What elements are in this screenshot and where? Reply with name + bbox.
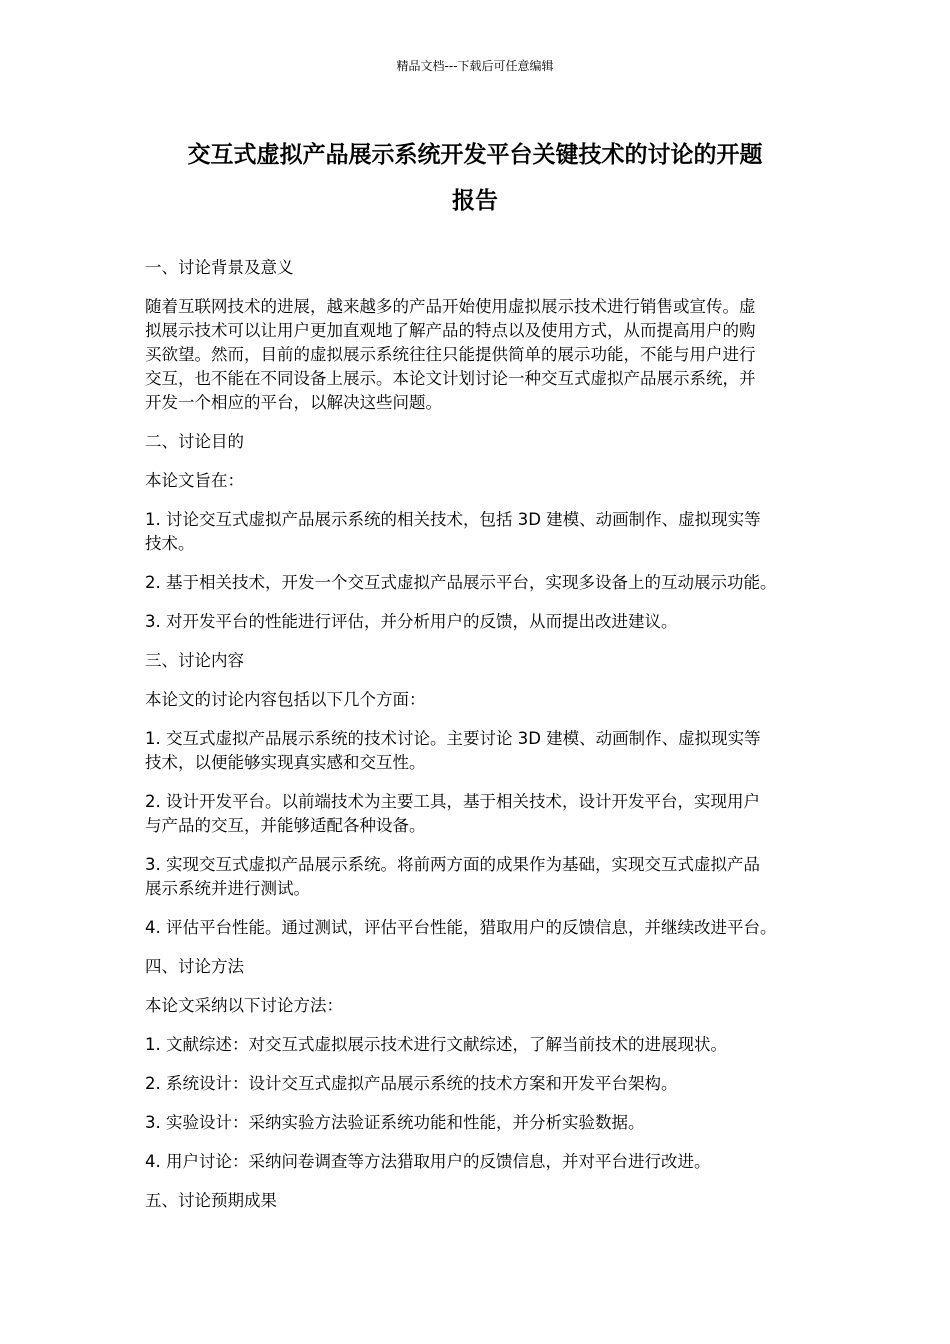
section-heading: 五、讨论预期成果	[145, 1191, 277, 1210]
list-item: 2. 系统设计：设计交互式虚拟产品展示系统的技术方案和开发平台架构。	[145, 1074, 678, 1093]
list-item: 3. 实验设计：采纳实验方法验证系统功能和性能，并分析实验数据。	[145, 1113, 645, 1132]
header-note: 精品文档---下载后可任意编辑	[396, 59, 554, 73]
paragraph: 本论文采纳以下讨论方法：	[145, 996, 343, 1015]
list-item: 4. 评估平台性能。通过测试，评估平台性能，猎取用户的反馈信息，并继续改进平台。	[145, 918, 777, 937]
list-item: 4. 用户讨论：采纳问卷调查等方法猎取用户的反馈信息，并对平台进行改进。	[145, 1152, 711, 1171]
list-item: 1. 文献综述：对交互式虚拟展示技术进行文献综述，了解当前技术的进展现状。	[145, 1035, 727, 1054]
document-body	[145, 256, 813, 1228]
section-heading: 四、讨论方法	[145, 957, 244, 976]
paragraph: 本论文旨在：	[145, 471, 244, 490]
paragraph: 随着互联网技术的进展，越来越多的产品开始使用虚拟展示技术进行销售或宣传。虚 拟展示技术可以让用户更加直观地了解产品的特点以及使用方式，从而提高用户的购 买欲望。然而，目前的虚拟展示系统往往只能提供简单的展示功能，不能与用户进行 交互，也不能在不同设备上展示。本论文计划讨论一种交互式虚拟产品展示系统，并 开发一个相应的平台，以解决这些问题。	[145, 297, 756, 412]
section-heading: 一、讨论背景及意义	[145, 258, 294, 277]
list-item: 1. 交互式虚拟产品展示系统的技术讨论。主要讨论 3D 建模、动画制作、虚拟现实等 技术，以便能够实现真实感和交互性。	[145, 729, 761, 772]
list-item: 3. 实现交互式虚拟产品展示系统。将前两方面的成果作为基础，实现交互式虚拟产品 展示系统并进行测试。	[145, 855, 760, 898]
list-item: 1. 讨论交互式虚拟产品展示系统的相关技术，包括 3D 建模、动画制作、虚拟现实等 技术。	[145, 510, 761, 553]
list-item: 2. 基于相关技术，开发一个交互式虚拟产品展示平台，实现多设备上的互动展示功能。	[145, 573, 777, 592]
section-heading: 二、讨论目的	[145, 432, 244, 451]
paragraph: 本论文的讨论内容包括以下几个方面：	[145, 690, 426, 709]
list-item: 3. 对开发平台的性能进行评估，并分析用户的反馈，从而提出改进建议。	[145, 612, 678, 631]
list-item: 2. 设计开发平台。以前端技术为主要工具，基于相关技术，设计开发平台，实现用户 与产品的交互，并能够适配各种设备。	[145, 792, 760, 835]
section-heading: 三、讨论内容	[145, 651, 244, 670]
document-title: 交互式虚拟产品展示系统开发平台关键技术的讨论的开题 报告	[187, 142, 763, 214]
